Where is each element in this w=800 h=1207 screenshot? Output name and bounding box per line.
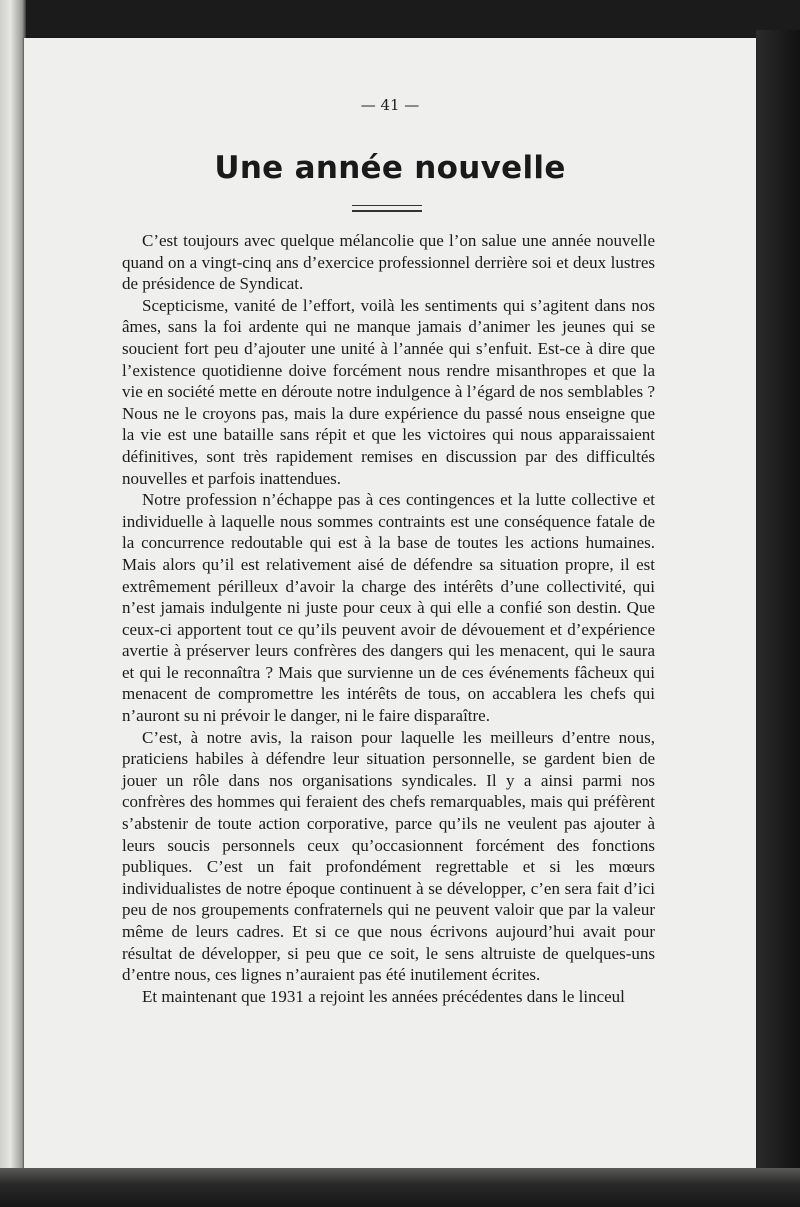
paragraph-3: Notre profession n’échappe pas à ces contingences et la lutte collective et individuelle à laquelle nous sommes contraints est une conséquence fatale de la concurrence redoutable qui est à la base de toutes les actions humaines. Mais alors qu’il est relativement aisé de défendre sa situation propre, il est extrêmement périlleux d’avoir la charge des intérêts d’une collectivité, qui n’est jamais indulgente ni juste pour ceux à qui elle a confié son destin. Que ceux-ci apportent tout ce qu’ils peuvent avoir de dévouement et d’expérience avertie à préserver leurs confrères des dangers qui les menacent, qui le saura et qui le reconnaîtra ? Mais que survienne un de ces événements fâcheux qui menacent de compromettre les intérêts de tous, on accablera les chefs qui n’auront su ni prévoir le danger, ni le faire disparaître. — [122, 490, 655, 726]
left-page-fold — [0, 0, 26, 1207]
document-page — [24, 38, 756, 1168]
paragraph-2: Scepticisme, vanité de l’effort, voilà les sentiments qui s’agitent dans nos âmes, sans la foi ardente qui ne manque jamais d’animer les jeunes qui se soucient fort peu d’ajouter une unité à l’année qui s’enfuit. Est-ce à dire que l’existence quotidienne doive forcément nous rendre misanthropes et que la vie en société mette en déroute notre indulgence à l’égard de nos semblables ? Nous ne le croyons pas, mais la dure expérience du passé nous enseigne que la vie est une bataille sans répit et que les victoires qui nous apparaissaient définitives, sont très rapidement remises en discussion par des difficultés nouvelles et parfois inattendues. — [122, 295, 655, 488]
bottom-scan-edge — [0, 1168, 800, 1207]
article-body — [122, 230, 655, 1007]
page-number: — 41 — — [360, 96, 420, 114]
paragraph-1: C’est toujours avec quelque mélancolie que l’on salue une année nouvelle quand on a vingt-cinq ans d’exercice professionnel derrière soi et deux lustres de présidence de Syndicat. — [122, 231, 655, 294]
title-underline — [352, 205, 422, 212]
page-title: Une année nouvelle — [214, 150, 566, 186]
paragraph-4: C’est, à notre avis, la raison pour laquelle les meilleurs d’entre nous, praticiens habiles à défendre leur situation personnelle, se gardent bien de jouer un rôle dans nos organisations syndicales. Il y a ainsi parmi nos confrères des hommes qui feraient des chefs remarquables, mais qui préfèrent s’abstenir de toute action corporative, parce qu’ils ne veulent pas ajouter à leurs soucis personnels ceux qu’occasionnent forcément des fonctions publiques. C’est un fait profondément regrettable et si les mœurs individualistes de notre époque continuent à se développer, c’en sera fait d’ici peu de nos groupements confraternels qui ne peuvent valoir que par la valeur même de leurs cadres. Et si ce que nous écrivons aujourd’hui avait pour résultat de développer, si peu que ce soit, le sens altruiste de quelques-uns d’entre nous, ces lignes n’auraient pas été inutilement écrites. — [122, 727, 655, 985]
right-scan-edge — [756, 30, 800, 1180]
paragraph-5: Et maintenant que 1931 a rejoint les années précédentes dans le linceul — [142, 986, 625, 1006]
